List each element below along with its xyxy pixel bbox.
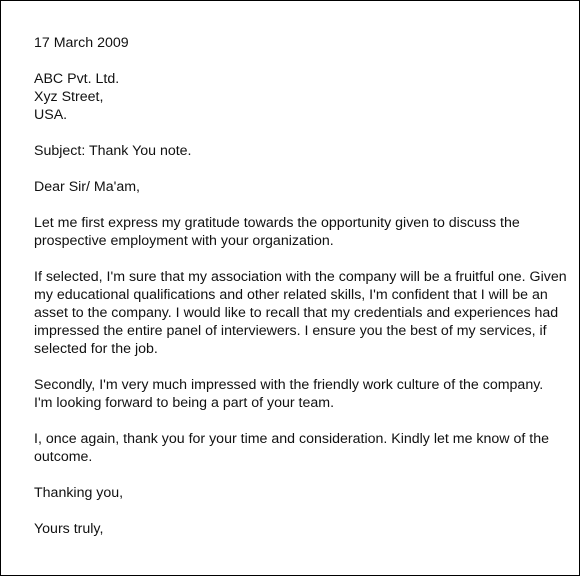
letter-subject: Subject: Thank You note. <box>34 143 192 159</box>
address-line: Xyz Street, <box>34 89 104 105</box>
paragraph-line: I'm looking forward to being a part of your team. <box>34 395 335 411</box>
letter-signoff: Yours truly, <box>34 521 104 537</box>
paragraph-work-culture <box>34 376 569 412</box>
paragraph-line: my educational qualifications and other related skills, I'm confident that I will be an <box>34 287 548 303</box>
signoff-block <box>34 520 569 538</box>
paragraph-line: asset to the company. I would like to recall that my credentials and experiences had <box>34 305 559 321</box>
letter-closing: Thanking you, <box>34 485 124 501</box>
paragraph-gratitude <box>34 214 569 250</box>
paragraph-line: prospective employment with your organization. <box>34 233 334 249</box>
recipient-address <box>34 70 569 124</box>
letter-body <box>34 34 569 538</box>
letter-salutation: Dear Sir/ Ma'am, <box>34 179 140 195</box>
address-line: USA. <box>34 107 68 123</box>
address-line: ABC Pvt. Ltd. <box>34 71 120 87</box>
closing-block <box>34 484 569 502</box>
letter-date-block <box>34 34 569 52</box>
letter-date: 17 March 2009 <box>34 35 129 51</box>
paragraph-thanks <box>34 430 569 466</box>
paragraph-line: I, once again, thank you for your time and consideration. Kindly let me know of the <box>34 431 549 447</box>
salutation-block <box>34 178 569 196</box>
paragraph-line: Let me first express my gratitude towards the opportunity given to discuss the <box>34 215 520 231</box>
paragraph-line: impressed the entire panel of interviewers. I ensure you the best of my services, if <box>34 323 547 339</box>
paragraph-line: If selected, I'm sure that my association with the company will be a fruitful one. Given <box>34 269 567 285</box>
paragraph-qualifications <box>34 268 569 358</box>
paragraph-line: outcome. <box>34 449 93 465</box>
subject-block <box>34 142 569 160</box>
paragraph-line: Secondly, I'm very much impressed with the friendly work culture of the company. <box>34 377 544 393</box>
paragraph-line: selected for the job. <box>34 341 158 357</box>
